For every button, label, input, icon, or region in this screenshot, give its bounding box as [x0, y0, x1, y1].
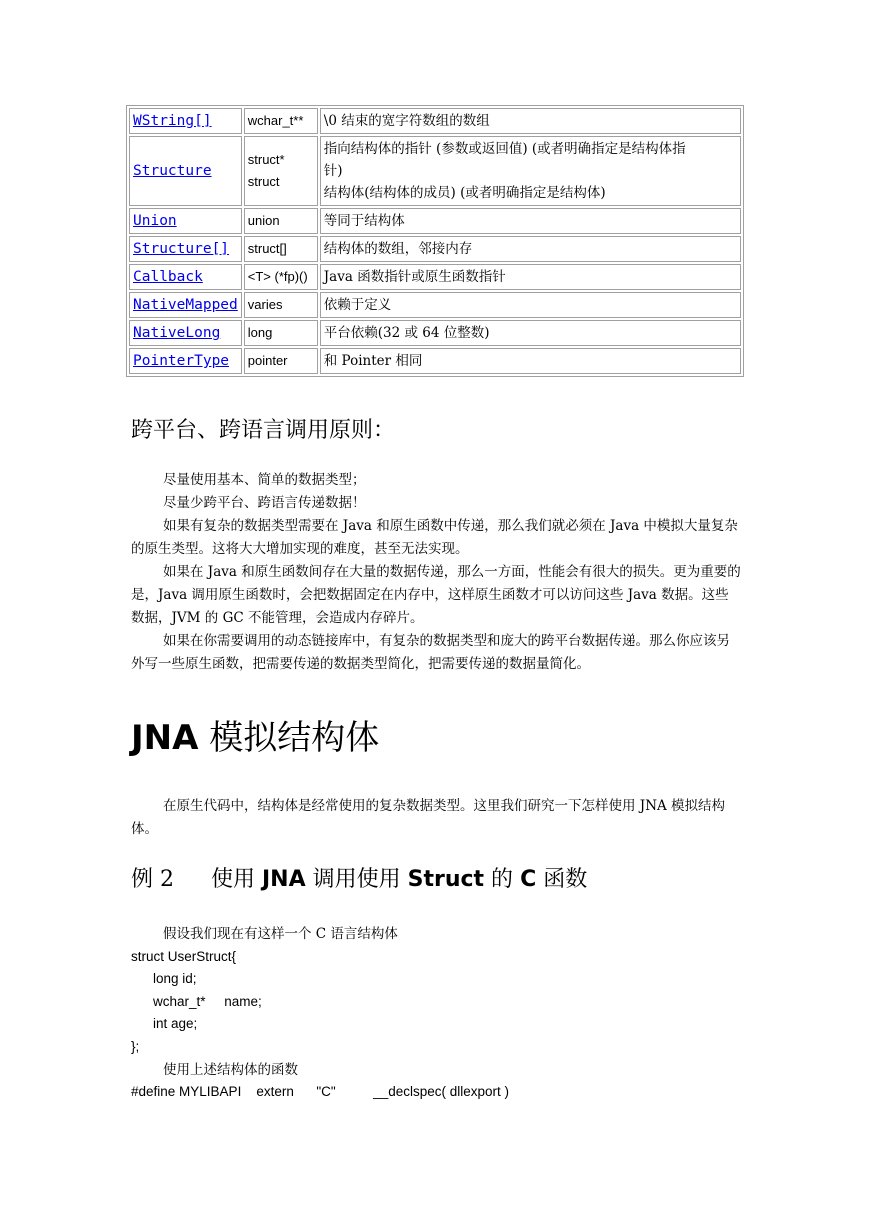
- description-cell: [320, 292, 741, 318]
- description-cell: [320, 320, 741, 346]
- description-cell: [320, 348, 741, 374]
- c-type-text: struct*: [247, 152, 285, 167]
- c-type-text: union: [247, 213, 280, 228]
- java-type-link[interactable]: NativeMapped: [133, 297, 238, 313]
- code-line: };: [131, 1038, 140, 1054]
- c-type-text: struct[]: [247, 241, 287, 256]
- table-row: [129, 264, 741, 290]
- type-mapping-table: [126, 105, 744, 377]
- table-row: [129, 208, 741, 234]
- c-type-cell: [244, 108, 318, 134]
- code-line: long id;: [153, 971, 197, 987]
- description-text: 针): [323, 163, 343, 179]
- example-heading: [131, 864, 587, 896]
- c-type-text: pointer: [247, 353, 288, 368]
- description-text: \0 结束的宽字符数组的数组: [323, 113, 490, 129]
- example-title-part: JNA: [262, 867, 306, 892]
- paragraph: 如果在 Java 和原生函数间存在大量的数据传递，那么一方面，性能会有很大的损失。更为重要的是，Java 调用原生函数时，会把数据固定在内存中，这样原生函数才可以访问这些 Java 数据。这些数据，JVM 的 GC 不能管理，会造成内存碎片。: [131, 564, 741, 626]
- description-text: 和 Pointer 相同: [323, 353, 423, 369]
- c-type-cell: [244, 208, 318, 234]
- code-line: int age;: [153, 1016, 198, 1032]
- java-type-cell: [129, 320, 242, 346]
- description-cell: [320, 136, 741, 206]
- table-row: [129, 348, 741, 374]
- c-type-cell: [244, 348, 318, 374]
- description-text: 指向结构体的指针 (参数或返回值) (或者明确指定是结构体指: [323, 141, 686, 157]
- java-type-link[interactable]: WString[]: [133, 113, 212, 129]
- table-row: [129, 236, 741, 262]
- example-title-part: C: [520, 867, 537, 892]
- c-type-text: varies: [247, 297, 283, 312]
- principles-body: [131, 469, 741, 676]
- table-row: [129, 136, 741, 206]
- c-type-text: wchar_t**: [247, 113, 304, 128]
- description-text: 依赖于定义: [323, 297, 392, 313]
- java-type-link[interactable]: PointerType: [133, 353, 230, 369]
- c-type-text: struct: [247, 174, 280, 189]
- code-block: [131, 923, 751, 1104]
- code-line: wchar_t* name;: [153, 993, 262, 1009]
- java-type-link[interactable]: Callback: [133, 269, 203, 285]
- java-type-cell: [129, 292, 242, 318]
- java-type-cell: [129, 208, 242, 234]
- code-intro: 假设我们现在有这样一个 C 语言结构体: [163, 926, 398, 942]
- java-type-link[interactable]: Structure: [133, 163, 212, 179]
- description-cell: [320, 208, 741, 234]
- description-text: 结构体(结构体的成员) (或者明确指定是结构体): [323, 185, 606, 201]
- paragraph: 如果在你需要调用的动态链接库中，有复杂的数据类型和庞大的跨平台数据传递。那么你应该另外写一些原生函数，把需要传递的数据类型简化，把需要传递的数据量简化。: [131, 633, 730, 672]
- c-type-cell: [244, 264, 318, 290]
- java-type-cell: [129, 264, 242, 290]
- c-type-cell: [244, 136, 318, 206]
- example-title-part: 调用使用: [305, 867, 408, 892]
- c-type-cell: [244, 292, 318, 318]
- code-func-intro: 使用上述结构体的函数: [163, 1061, 298, 1078]
- c-type-text: <T> (*fp)(): [247, 269, 308, 284]
- example-title-part: 的: [484, 867, 521, 892]
- jna-heading: [131, 715, 379, 761]
- description-text: 等同于结构体: [323, 213, 405, 229]
- java-type-link[interactable]: NativeLong: [133, 325, 221, 341]
- description-text: 平台依赖(32 或 64 位整数): [323, 325, 490, 341]
- java-type-cell: [129, 136, 242, 206]
- java-type-cell: [129, 108, 242, 134]
- java-type-cell: [129, 236, 242, 262]
- description-text: 结构体的数组，邻接内存: [323, 241, 473, 257]
- heading-jna-rest: 模拟结构体: [198, 718, 380, 758]
- jna-intro: [131, 795, 741, 841]
- example-title-part: 函数: [536, 867, 588, 892]
- c-type-text: long: [247, 325, 273, 340]
- c-type-cell: [244, 236, 318, 262]
- heading-jna-bold: JNA: [131, 718, 199, 758]
- example-title-part: 使用: [211, 867, 262, 892]
- example-number: 例 2: [131, 867, 174, 892]
- description-cell: [320, 236, 741, 262]
- table-row: [129, 292, 741, 318]
- description-cell: [320, 108, 741, 134]
- java-type-link[interactable]: Structure[]: [133, 241, 230, 257]
- code-define-line: #define MYLIBAPI extern "C" __declspec( dllexport ): [131, 1084, 509, 1100]
- java-type-link[interactable]: Union: [133, 213, 177, 229]
- paragraph: 尽量少跨平台、跨语言传递数据！: [163, 495, 366, 511]
- paragraph: 尽量使用基本、简单的数据类型；: [163, 472, 366, 488]
- table-row: [129, 108, 741, 134]
- java-type-cell: [129, 348, 242, 374]
- description-text: Java 函数指针或原生函数指针: [323, 269, 506, 285]
- description-cell: [320, 264, 741, 290]
- table-row: [129, 320, 741, 346]
- c-type-cell: [244, 320, 318, 346]
- paragraph: 在原生代码中，结构体是经常使用的复杂数据类型。这里我们研究一下怎样使用 JNA 模拟结构体。: [131, 798, 726, 837]
- example-title-part: Struct: [407, 867, 485, 892]
- paragraph: 如果有复杂的数据类型需要在 Java 和原生函数中传递，那么我们就必须在 Java 中模拟大量复杂的原生类型。这将大大增加实现的难度，甚至无法实现。: [131, 518, 738, 557]
- code-line: struct UserStruct{: [131, 948, 237, 964]
- principles-heading: 跨平台、跨语言调用原则：: [131, 418, 396, 443]
